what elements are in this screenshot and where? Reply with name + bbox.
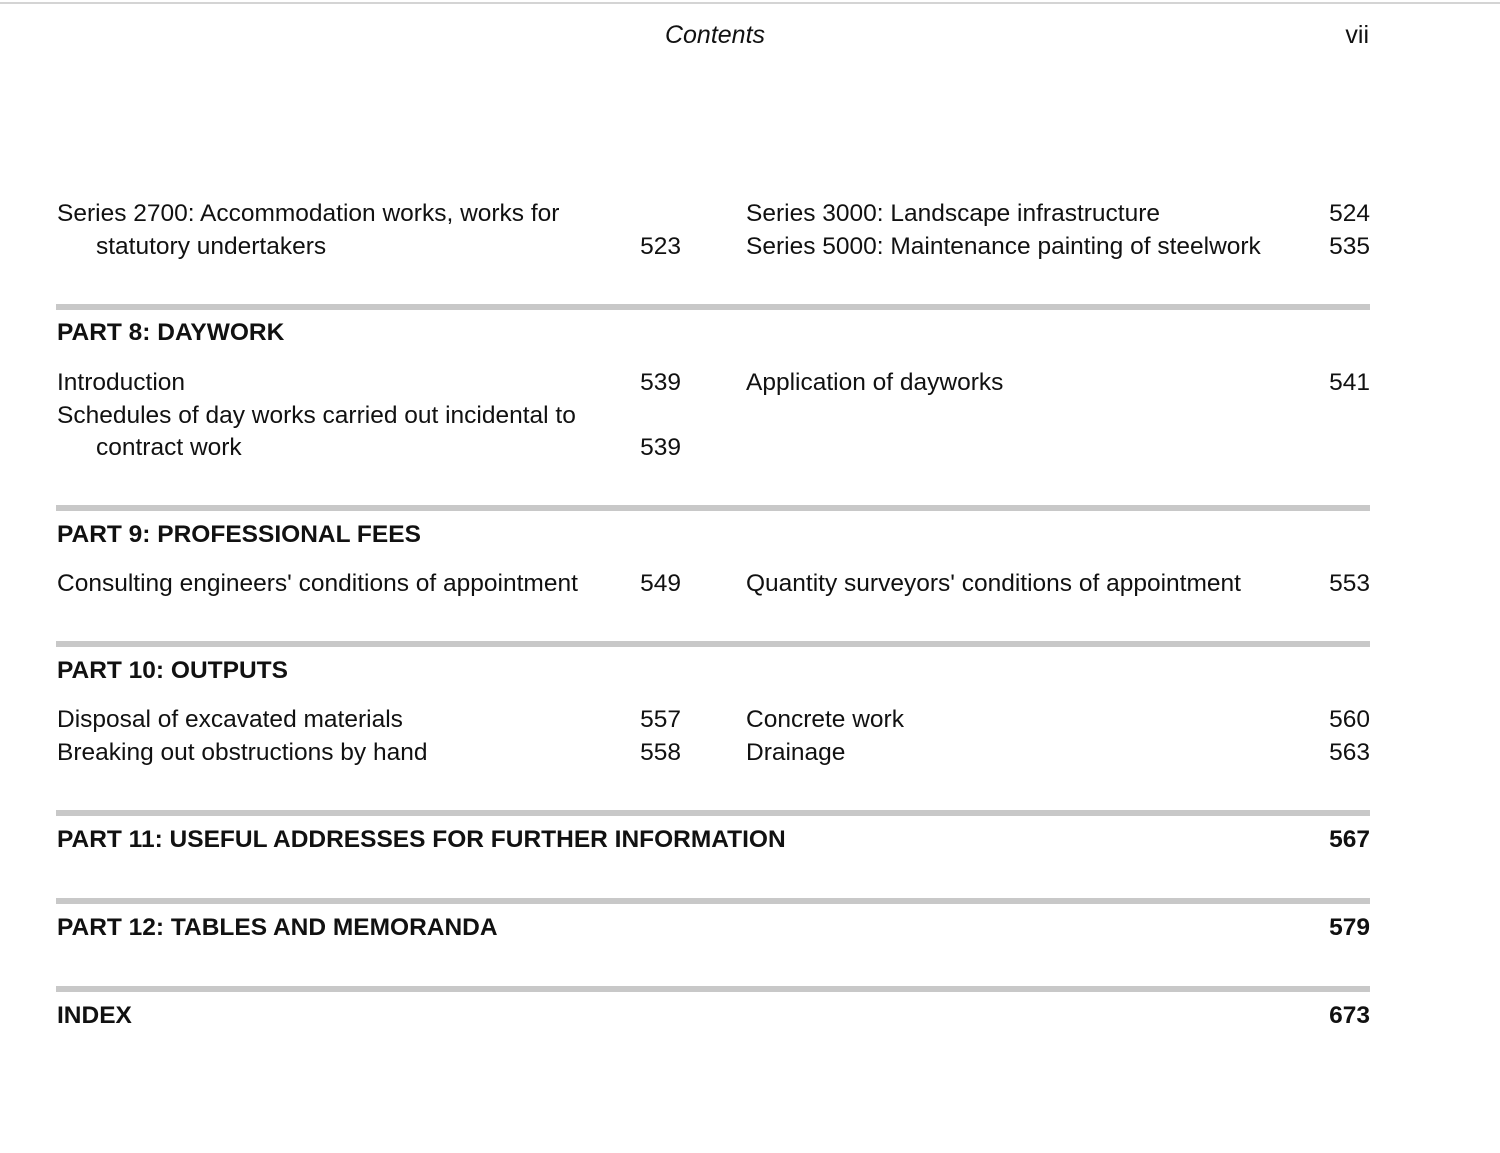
toc-entry-title: Series 2700: Accommodation works, works for (57, 200, 560, 227)
toc-column-left (57, 568, 681, 601)
section-divider (56, 304, 1370, 310)
toc-entry-title: Series 5000: Maintenance painting of steelwork (746, 232, 1261, 260)
toc-entry-title: Disposal of excavated materials (57, 706, 403, 733)
toc-entry[interactable] (57, 568, 681, 601)
toc-entry-title: Drainage (746, 738, 846, 766)
toc-entry[interactable] (746, 568, 1370, 601)
toc-entry-title: Consulting engineers' conditions of appointment (57, 570, 578, 597)
toc-entry[interactable] (746, 704, 1370, 737)
toc-entry[interactable] (746, 737, 1370, 770)
section-divider (56, 505, 1370, 511)
section-divider (56, 898, 1370, 904)
toc-entry[interactable] (57, 400, 681, 465)
toc-entry-title: Quantity surveyors' conditions of appointment (746, 570, 1241, 597)
toc-entry-page: 524 (1329, 200, 1370, 227)
toc-entry-page: 549 (640, 570, 681, 597)
toc-entry-page: 557 (640, 706, 681, 733)
page-number: vii (1345, 21, 1369, 49)
top-border (0, 2, 1500, 4)
toc-entry-title: Application of dayworks (746, 369, 1004, 396)
index-page-number: 673 (1329, 1002, 1370, 1029)
toc-entry[interactable] (746, 198, 1370, 231)
toc-entry-page: 523 (640, 232, 681, 260)
index-heading[interactable]: INDEX (57, 1002, 132, 1029)
toc-entry-page: 553 (1329, 570, 1370, 597)
toc-entry[interactable] (57, 737, 681, 770)
section-divider (56, 641, 1370, 647)
part-heading[interactable]: PART 9: PROFESSIONAL FEES (57, 521, 421, 548)
toc-entry-title: Breaking out obstructions by hand (57, 738, 428, 766)
toc-entry[interactable] (746, 231, 1370, 264)
toc-entry-title-continued: contract work (96, 434, 242, 461)
toc-entry-title: Introduction (57, 369, 186, 396)
toc-entry-title: Series 3000: Landscape infrastructure (746, 200, 1161, 227)
toc-column-right (746, 568, 1370, 601)
part-heading[interactable]: PART 11: USEFUL ADDRESSES FOR FURTHER INFORMATION (57, 826, 786, 853)
toc-column-left (57, 198, 681, 263)
toc-entry-page: 539 (640, 369, 681, 396)
toc-column-right (746, 704, 1370, 769)
toc-column-left (57, 704, 681, 769)
toc-entry-page: 563 (1329, 738, 1370, 766)
part-heading[interactable]: PART 10: OUTPUTS (57, 657, 288, 684)
toc-entry-page: 541 (1329, 369, 1370, 396)
part-page-number: 579 (1329, 914, 1370, 941)
toc-column-right (746, 367, 1370, 400)
toc-column-left (57, 367, 681, 465)
toc-entry-title: Concrete work (746, 706, 904, 733)
toc-entry[interactable] (57, 198, 681, 263)
toc-entry-page: 558 (640, 738, 681, 766)
section-divider (56, 810, 1370, 816)
toc-entry-page: 539 (640, 434, 681, 461)
toc-column-right (746, 198, 1370, 263)
toc-entry-title: Schedules of day works carried out incidental to (57, 401, 576, 429)
section-divider (56, 986, 1370, 992)
toc-entry[interactable] (57, 704, 681, 737)
running-title: Contents (664, 21, 766, 49)
part-heading[interactable]: PART 8: DAYWORK (57, 319, 285, 346)
toc-entry-page: 560 (1329, 706, 1370, 733)
part-page-number: 567 (1329, 826, 1370, 853)
toc-entry[interactable] (746, 367, 1370, 400)
toc-entry[interactable] (57, 367, 681, 400)
toc-entry-page: 535 (1329, 232, 1370, 260)
part-heading[interactable]: PART 12: TABLES AND MEMORANDA (57, 914, 498, 941)
toc-entry-title-continued: statutory undertakers (96, 232, 327, 260)
